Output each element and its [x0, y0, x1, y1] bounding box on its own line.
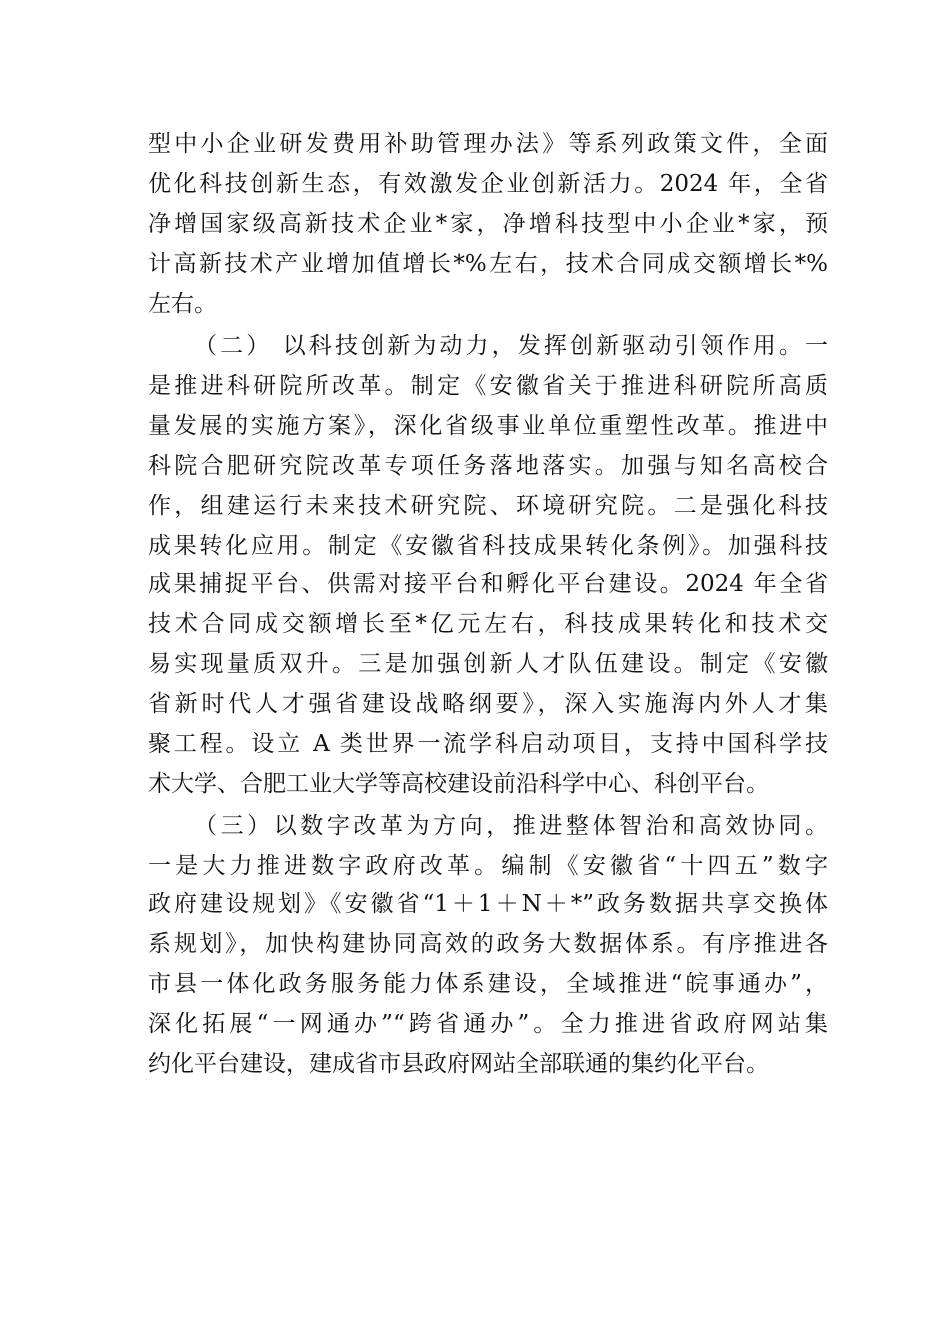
text-line: 量发展的实施方案》，深化省级事业单位重塑性改革。推进中	[148, 413, 828, 439]
text-line: 净增国家级高新技术企业*家，净增科技型中小企业*家，预	[148, 211, 828, 237]
text-line: 聚工程。设立 A 类世界一流学科启动项目，支持中国科学技	[148, 731, 828, 757]
text-line: 术大学、合肥工业大学等高校建设前沿科学中心、科创平台。	[148, 771, 769, 797]
text-line: 深化拓展“一网通办”“跨省通办”。全力推进省政府网站集	[148, 1011, 828, 1037]
text-line: 系规划》，加快构建协同高效的政务大数据体系。有序推进各	[148, 931, 828, 957]
text-line: 约化平台建设，建成省市县政府网站全部联通的集约化平台。	[148, 1051, 769, 1077]
text-line: 左右。	[148, 291, 217, 317]
text-line: 一是大力推进数字政府改革。编制《安徽省“十四五”数字	[148, 853, 828, 879]
text-line: 作，组建运行未来技术研究院、环境研究院。二是强化科技	[148, 493, 828, 519]
text-line: 是推进科研院所改革。制定《安徽省关于推进科研院所高质	[148, 373, 828, 399]
text-line: 型中小企业研发费用补助管理办法》等系列政策文件，全面	[148, 131, 828, 157]
text-line: 政府建设规划》《安徽省“1＋1＋N＋*”政务数据共享交换体	[148, 891, 828, 917]
section-heading-line: （二） 以科技创新为动力，发挥创新驱动引领作用。一	[194, 333, 828, 359]
text-line: 科院合肥研究院改革专项任务落地落实。加强与知名高校合	[148, 453, 828, 479]
text-line: 成果捕捉平台、供需对接平台和孵化平台建设。2024 年全省	[148, 571, 828, 597]
text-line: 易实现量质双升。三是加强创新人才队伍建设。制定《安徽	[148, 651, 828, 677]
text-line: 优化科技创新生态，有效激发企业创新活力。2024 年，全省	[148, 171, 828, 197]
text-line: 技术合同成交额增长至*亿元左右，科技成果转化和技术交	[148, 611, 828, 637]
text-line: 省新时代人才强省建设战略纲要》，深入实施海内外人才集	[148, 691, 828, 717]
text-line: 市县一体化政务服务能力体系建设，全域推进“皖事通办”，	[148, 971, 828, 997]
text-line: 成果转化应用。制定《安徽省科技成果转化条例》。加强科技	[148, 533, 828, 559]
text-line: 计高新技术产业增加值增长*%左右，技术合同成交额增长*%	[148, 251, 828, 277]
section-heading-line: （三）以数字改革为方向，推进整体智治和高效协同。	[194, 813, 828, 839]
